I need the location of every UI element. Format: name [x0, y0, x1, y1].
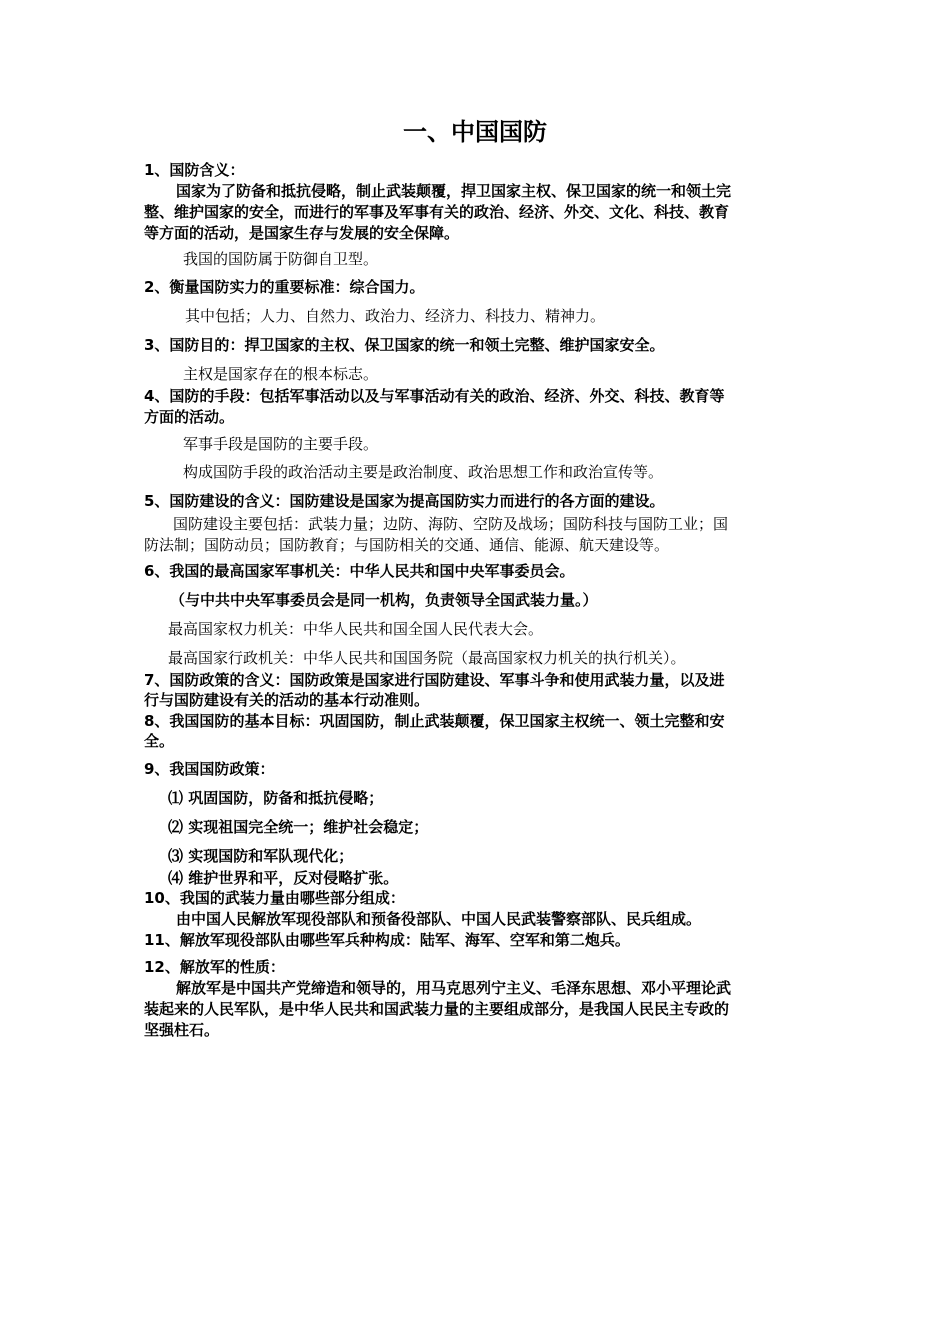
note-line: 军事手段是国防的主要手段。 — [183, 435, 379, 453]
section-heading-5: 5、国防建设的含义：国防建设是国家为提高国防实力而进行的各方面的建设。 — [144, 492, 665, 510]
paragraph-line: 坚强柱石。 — [144, 1021, 220, 1039]
section-heading-1: 1、国防含义： — [144, 161, 245, 179]
paragraph-line: 国防建设主要包括：武装力量；边防、海防、空防及战场；国防科技与国防工业；国 — [173, 515, 729, 533]
paragraph-line: 防法制；国防动员；国防教育；与国防相关的交通、通信、能源、航天建设等。 — [144, 536, 670, 554]
list-item: ⑷ 维护世界和平，反对侵略扩张。 — [168, 869, 399, 887]
paragraph-line: 方面的活动。 — [144, 408, 235, 426]
note-line: 主权是国家存在的根本标志。 — [183, 365, 379, 383]
note-line: 构成国防手段的政治活动主要是政治制度、政治思想工作和政治宣传等。 — [183, 463, 664, 481]
paragraph-line: 行与国防建设有关的活动的基本行动准则。 — [144, 691, 430, 709]
section-heading-8: 8、我国国防的基本目标：巩固国防，制止武装颠覆，保卫国家主权统一、领土完整和安 — [144, 712, 725, 730]
section-heading-10: 10、我国的武装力量由哪些部分组成： — [144, 889, 405, 907]
note-line: 最高国家行政机关：中华人民共和国国务院（最高国家权力机关的执行机关）。 — [168, 649, 686, 667]
section-heading-6: 6、我国的最高国家军事机关：中华人民共和国中央军事委员会。 — [144, 562, 575, 580]
section-heading-7: 7、国防政策的含义：国防政策是国家进行国防建设、军事斗争和使用武装力量，以及进 — [144, 671, 725, 689]
paragraph-line: 解放军是中国共产党缔造和领导的，用马克思列宁主义、毛泽东思想、邓小平理论武 — [176, 979, 732, 997]
paragraph-line: 国家为了防备和抵抗侵略，制止武装颠覆，捍卫国家主权、保卫国家的统一和领土完 — [176, 182, 732, 200]
list-item: ⑴ 巩固国防，防备和抵抗侵略； — [168, 789, 384, 807]
note-line: （与中共中央军事委员会是同一机构，负责领导全国武装力量。） — [170, 591, 598, 609]
section-heading-12: 12、解放军的性质： — [144, 958, 285, 976]
page-title: 一、中国国防 — [403, 118, 547, 146]
paragraph-line: 装起来的人民军队，是中华人民共和国武装力量的主要组成部分，是我国人民民主专政的 — [144, 1000, 730, 1018]
list-item: ⑵ 实现祖国完全统一；维护社会稳定； — [168, 818, 429, 836]
paragraph-line: 全。 — [144, 732, 175, 750]
section-heading-11: 11、解放军现役部队由哪些军兵种构成：陆军、海军、空军和第二炮兵。 — [144, 931, 630, 949]
paragraph-line: 由中国人民解放军现役部队和预备役部队、中国人民武装警察部队、民兵组成。 — [176, 910, 702, 928]
section-heading-9: 9、我国国防政策： — [144, 760, 275, 778]
paragraph-line: 整、维护国家的安全，而进行的军事及军事有关的政治、经济、外交、文化、科技、教育 — [144, 203, 730, 221]
section-heading-2: 2、衡量国防实力的重要标准：综合国力。 — [144, 278, 425, 296]
list-item: ⑶ 实现国防和军队现代化； — [168, 847, 354, 865]
note-line: 其中包括；人力、自然力、政治力、经济力、科技力、精神力。 — [185, 307, 606, 325]
section-heading-3: 3、国防目的：捍卫国家的主权、保卫国家的统一和领土完整、维护国家安全。 — [144, 336, 665, 354]
note-line: 我国的国防属于防御自卫型。 — [183, 250, 379, 268]
section-heading-4: 4、国防的手段：包括军事活动以及与军事活动有关的政治、经济、外交、科技、教育等 — [144, 387, 725, 405]
note-line: 最高国家权力机关：中华人民共和国全国人民代表大会。 — [168, 620, 544, 638]
paragraph-line: 等方面的活动，是国家生存与发展的安全保障。 — [144, 224, 460, 242]
